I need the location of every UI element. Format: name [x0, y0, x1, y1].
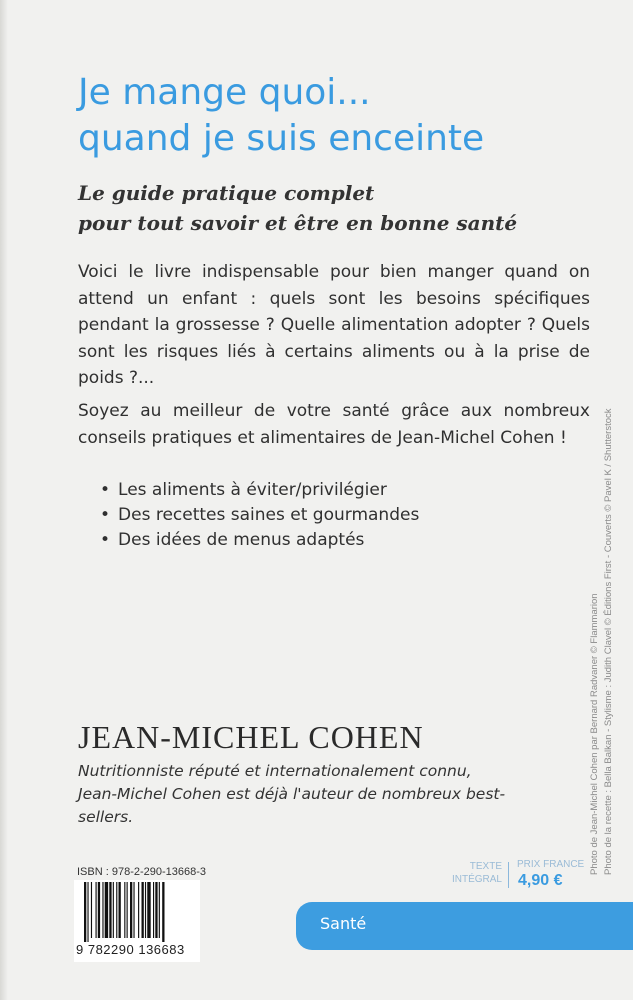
- feature-item: • Les aliments à éviter/privilégier: [100, 478, 419, 503]
- price-divider: [508, 862, 509, 888]
- price: 4,90 €: [518, 872, 563, 889]
- book-title-line1: Je mange quoi...: [78, 72, 371, 113]
- texte-label-line1: TEXTE: [469, 861, 502, 872]
- texte-integral-label: [444, 860, 502, 886]
- category-label: Santé: [320, 914, 367, 933]
- book-title-line2: quand je suis enceinte: [78, 118, 485, 159]
- price-label: PRIX FRANCE: [517, 859, 585, 870]
- page-edge: [0, 0, 8, 1000]
- author-name: JEAN-MICHEL COHEN: [78, 719, 424, 755]
- promo-paragraph: Soyez au meilleur de votre santé grâce aux nombreux conseils pratiques et alimentaires de Jean-Michel Cohen !: [78, 401, 590, 448]
- barcode-digits: 9 782290 136683: [76, 942, 185, 957]
- feature-item: • Des recettes saines et gourmandes: [100, 503, 419, 528]
- book-subtitle-line1: Le guide pratique complet: [78, 181, 375, 205]
- author-bio: Nutritionniste réputé et internationalement connu, Jean-Michel Cohen est déjà l'auteur de nombreux best-sellers.: [78, 762, 506, 826]
- photo-credit-line1: Photo de Jean-Michel Cohen par Bernard Radvaner © Flammarion: [589, 593, 600, 875]
- book-title: [78, 70, 598, 162]
- texte-label-line2: INTÉGRAL: [451, 874, 502, 885]
- photo-credits: [588, 365, 616, 875]
- description-paragraph: Voici le livre indispensable pour bien manger quand on attend un enfant : quels sont les besoins spécifiques pendant la grossesse ? Quelle alimentation adopter ? Quels sont les risques liés à certains aliments ou à la prise de poids ?...: [78, 262, 590, 388]
- feature-list: [100, 478, 419, 553]
- book-subtitle-line2: pour tout savoir et être en bonne santé: [78, 211, 518, 235]
- barcode-bars: [84, 882, 190, 942]
- book-subtitle: [78, 178, 598, 238]
- photo-credit-line2: Photo de la recette : Bella Balkan - Stylisme : Judith Clavel © Éditions First - Couverts © Pavel K / Shutterstock: [603, 408, 614, 875]
- feature-item: • Des idées de menus adaptés: [100, 528, 419, 553]
- isbn: ISBN : 978-2-290-13668-3: [77, 866, 207, 878]
